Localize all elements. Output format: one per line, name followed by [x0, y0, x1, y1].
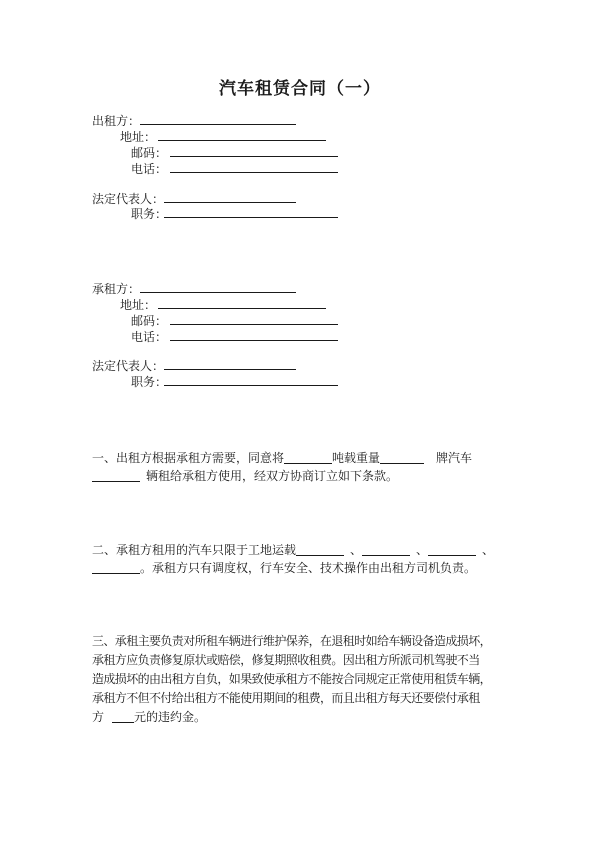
- lessor-postcode-label: 邮码：: [131, 146, 168, 160]
- lessor-position-field[interactable]: [164, 217, 338, 218]
- clause-3-line-5: [92, 708, 206, 727]
- clause-2-text-a: 二、承租方租用的汽车只限于工地运载: [92, 543, 297, 557]
- clause-2-sep-3: 、: [482, 543, 495, 557]
- clause-1-text-c: 牌汽车: [436, 451, 473, 465]
- lessor-phone-label: 电话：: [131, 162, 168, 176]
- clause-2-site-blank-2[interactable]: [362, 543, 410, 556]
- lessee-phone-field[interactable]: [170, 340, 338, 341]
- clause-2-line-1: [92, 541, 494, 560]
- lessor-phone-field[interactable]: [170, 172, 338, 173]
- lessee-address-label: 地址：: [120, 298, 157, 312]
- clause-3-penalty-blank[interactable]: [112, 710, 134, 723]
- lessee-legal-rep-label: 法定代表人：: [92, 359, 165, 373]
- lessee-postcode-label: 邮码：: [131, 314, 168, 328]
- clause-1-text-a: 一、出租方根据承租方需要，同意将: [92, 451, 285, 465]
- clause-2-line-2: [92, 559, 476, 578]
- clause-3-line-3: 造成损坏的由出租方自负，如果致使承租方不能按合同规定正常使用租赁车辆，: [92, 672, 492, 686]
- lessor-legal-rep-field[interactable]: [164, 202, 296, 203]
- lessee-phone-label: 电话：: [131, 330, 168, 344]
- clause-2-sep-2: 、: [416, 543, 429, 557]
- clause-1-line-1: [92, 449, 472, 468]
- lessor-position-label: 职务：: [131, 207, 168, 221]
- clause-3-text-b: 元的违约金。: [134, 710, 207, 724]
- clause-3-line-4: 承租方不但不付给出租方不能使用期间的租费，而且出租方每天还要偿付承租: [92, 691, 480, 705]
- lessee-position-field[interactable]: [164, 385, 338, 386]
- lessee-address-field[interactable]: [158, 308, 326, 309]
- clause-3-line-1: 三、承租主要负责对所租车辆进行维护保养，在退租时如给车辆设备造成损坏，: [92, 634, 492, 648]
- lessee-legal-rep-field[interactable]: [164, 369, 296, 370]
- document-title: 汽车租赁合同（一）: [219, 79, 381, 99]
- lessee-name-label: 承租方：: [92, 282, 141, 296]
- clause-1-text-b: 吨载重量: [332, 451, 381, 465]
- clause-2-site-blank-3[interactable]: [428, 543, 476, 556]
- lessor-legal-rep-label: 法定代表人：: [92, 192, 165, 206]
- clause-1-brand-blank[interactable]: [380, 451, 424, 464]
- lessor-name-label: 出租方：: [92, 114, 141, 128]
- lessor-name-field[interactable]: [140, 124, 296, 125]
- clause-1-tonnage-blank[interactable]: [284, 451, 332, 464]
- clause-1-text-d: 辆租给承租方使用，经双方协商订立如下条款。: [146, 469, 399, 483]
- clause-2-site-blank-4[interactable]: [92, 561, 140, 574]
- lessee-name-field[interactable]: [140, 292, 296, 293]
- clause-1-count-blank[interactable]: [92, 469, 140, 482]
- clause-2-sep-1: 、: [350, 543, 363, 557]
- lessor-address-label: 地址：: [120, 130, 157, 144]
- lessee-postcode-field[interactable]: [170, 324, 338, 325]
- clause-3-line-2: 承租方应负责修复原状或赔偿，修复期照收租费。因出租方所派司机驾驶不当: [92, 653, 480, 667]
- clause-2-text-b: 。承租方只有调度权，行车安全、技术操作由出租方司机负责。: [140, 561, 477, 575]
- lessor-address-field[interactable]: [158, 140, 326, 141]
- lessee-position-label: 职务：: [131, 375, 168, 389]
- clause-3-text-a: 方: [92, 710, 105, 724]
- clause-2-site-blank-1[interactable]: [296, 543, 344, 556]
- clause-1-line-2: [92, 467, 398, 486]
- lessor-postcode-field[interactable]: [170, 156, 338, 157]
